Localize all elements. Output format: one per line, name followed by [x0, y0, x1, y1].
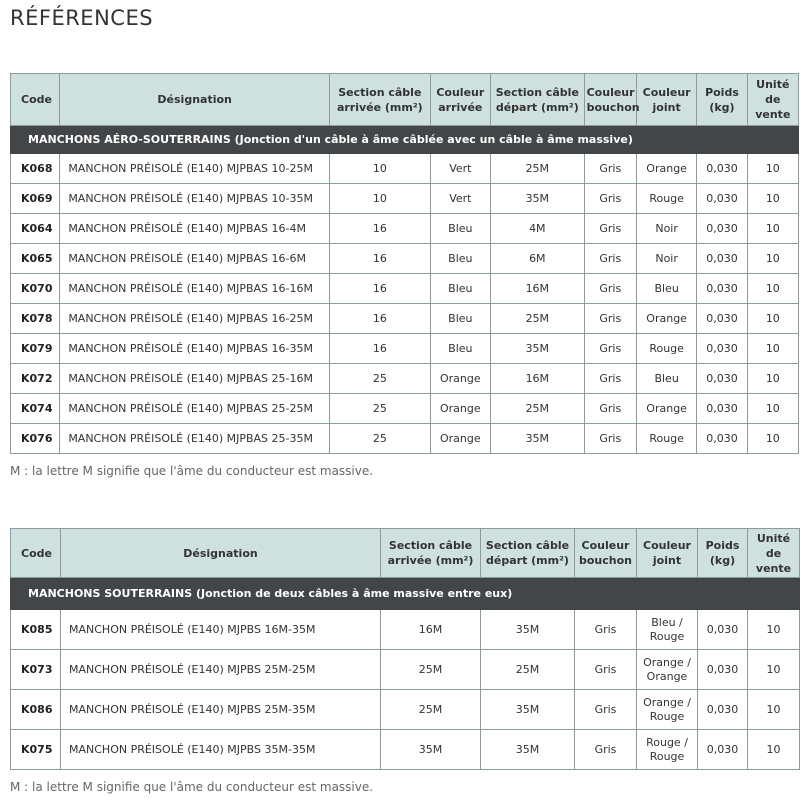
table-cell: 25M: [491, 394, 585, 424]
table-cell: 10: [748, 730, 800, 770]
table-row: [11, 364, 799, 394]
table-cell: 10: [747, 154, 798, 184]
table-note: M : la lettre M signifie que l'âme du conducteur est massive.: [10, 780, 374, 794]
section-title: MANCHONS SOUTERRAINS (Jonction de deux câbles à âme massive entre eux): [11, 578, 800, 610]
table-row: [11, 244, 799, 274]
table-cell: Orange: [636, 154, 696, 184]
table-cell: Bleu: [430, 334, 490, 364]
product-designation: MANCHON PRÉISOLÉ (E140) MJPBS 25M-35M: [61, 690, 381, 730]
header-cell: Code: [11, 74, 60, 126]
table-cell: Orange: [636, 394, 696, 424]
references-table-souterrains: [10, 528, 800, 770]
table-row: [11, 274, 799, 304]
table-cell: 0,030: [697, 424, 747, 454]
table-header-row: [11, 529, 800, 578]
table-cell: 0,030: [698, 610, 748, 650]
table-cell: 16M: [491, 274, 585, 304]
table-cell: 0,030: [697, 154, 747, 184]
table-cell: Vert: [430, 184, 490, 214]
table-row: [11, 184, 799, 214]
table-cell: 0,030: [697, 274, 747, 304]
table-cell: Orange: [430, 394, 490, 424]
header-cell: Désignation: [61, 529, 381, 578]
header-cell: Couleur bouchon: [575, 529, 637, 578]
table-cell: 16: [330, 214, 431, 244]
product-code: K086: [11, 690, 61, 730]
product-designation: MANCHON PRÉISOLÉ (E140) MJPBS 16M-35M: [61, 610, 381, 650]
table-cell: 35M: [481, 610, 575, 650]
table-cell: Bleu: [430, 304, 490, 334]
table-cell: 0,030: [697, 214, 747, 244]
product-code: K085: [11, 610, 61, 650]
table-header-row: [11, 74, 799, 126]
table-cell: 10: [748, 690, 800, 730]
table-cell: 25M: [381, 690, 481, 730]
table-row: [11, 424, 799, 454]
product-designation: MANCHON PRÉISOLÉ (E140) MJPBAS 25-25M: [60, 394, 330, 424]
table-cell: Rouge / Rouge: [637, 730, 698, 770]
table-cell: 10: [747, 394, 798, 424]
table-cell: Gris: [584, 394, 636, 424]
table-note: M : la lettre M signifie que l'âme du conducteur est massive.: [10, 464, 374, 478]
table-cell: 10: [747, 364, 798, 394]
table-cell: 35M: [491, 334, 585, 364]
product-code: K065: [11, 244, 60, 274]
table-cell: Bleu / Rouge: [637, 610, 698, 650]
table-cell: 16: [330, 334, 431, 364]
page-title: RÉFÉRENCES: [10, 6, 154, 30]
table-cell: 10: [330, 154, 431, 184]
table-cell: 35M: [381, 730, 481, 770]
product-code: K070: [11, 274, 60, 304]
table-cell: 35M: [491, 184, 585, 214]
table-cell: 10: [330, 184, 431, 214]
product-designation: MANCHON PRÉISOLÉ (E140) MJPBAS 25-35M: [60, 424, 330, 454]
product-designation: MANCHON PRÉISOLÉ (E140) MJPBAS 16-16M: [60, 274, 330, 304]
table-cell: 25M: [491, 304, 585, 334]
section-row: [11, 578, 800, 610]
header-cell: Désignation: [60, 74, 330, 126]
table-cell: 25: [330, 424, 431, 454]
table-row: [11, 334, 799, 364]
table-cell: 0,030: [697, 184, 747, 214]
table-row: [11, 304, 799, 334]
table-cell: 25M: [381, 650, 481, 690]
table-cell: 16M: [381, 610, 481, 650]
table-cell: Gris: [584, 184, 636, 214]
header-cell: Poids (kg): [698, 529, 748, 578]
table-cell: Gris: [584, 274, 636, 304]
table-cell: 10: [748, 650, 800, 690]
table-cell: Noir: [636, 214, 696, 244]
header-cell: Section câble arrivée (mm²): [330, 74, 431, 126]
table-cell: 16: [330, 304, 431, 334]
table-cell: Gris: [584, 244, 636, 274]
section-row: [11, 126, 799, 154]
table-cell: 0,030: [697, 334, 747, 364]
table-row: [11, 690, 800, 730]
table-cell: Bleu: [430, 214, 490, 244]
section-title: MANCHONS AÉRO-SOUTERRAINS (Jonction d'un câble à âme câblée avec un câble à âme massive): [11, 126, 799, 154]
table-cell: Gris: [584, 424, 636, 454]
header-cell: Couleur joint: [637, 529, 698, 578]
header-cell: Section câble départ (mm²): [481, 529, 575, 578]
product-designation: MANCHON PRÉISOLÉ (E140) MJPBAS 25-16M: [60, 364, 330, 394]
table-cell: 35M: [481, 690, 575, 730]
header-cell: Unité de vente: [748, 529, 800, 578]
table-cell: Orange: [636, 304, 696, 334]
table-cell: Orange: [430, 424, 490, 454]
header-cell: Code: [11, 529, 61, 578]
table-cell: Bleu: [430, 244, 490, 274]
product-designation: MANCHON PRÉISOLÉ (E140) MJPBAS 16-4M: [60, 214, 330, 244]
product-code: K076: [11, 424, 60, 454]
header-cell: Couleur arrivée: [430, 74, 490, 126]
product-designation: MANCHON PRÉISOLÉ (E140) MJPBAS 10-35M: [60, 184, 330, 214]
table-cell: Gris: [575, 610, 637, 650]
table-cell: Bleu: [636, 274, 696, 304]
product-designation: MANCHON PRÉISOLÉ (E140) MJPBAS 10-25M: [60, 154, 330, 184]
table-cell: 10: [747, 214, 798, 244]
product-designation: MANCHON PRÉISOLÉ (E140) MJPBAS 16-35M: [60, 334, 330, 364]
table-row: [11, 610, 800, 650]
table-cell: Noir: [636, 244, 696, 274]
table-cell: 0,030: [697, 394, 747, 424]
product-code: K079: [11, 334, 60, 364]
table-cell: 16: [330, 244, 431, 274]
product-designation: MANCHON PRÉISOLÉ (E140) MJPBAS 16-25M: [60, 304, 330, 334]
product-code: K069: [11, 184, 60, 214]
table-cell: Rouge: [636, 184, 696, 214]
header-cell: Poids (kg): [697, 74, 747, 126]
product-code: K073: [11, 650, 61, 690]
table-cell: 0,030: [698, 730, 748, 770]
table-cell: 10: [748, 610, 800, 650]
table-cell: Orange / Rouge: [637, 690, 698, 730]
table-cell: Gris: [575, 690, 637, 730]
product-code: K078: [11, 304, 60, 334]
table-cell: 0,030: [697, 244, 747, 274]
table-cell: 10: [747, 184, 798, 214]
table-cell: Orange / Orange: [637, 650, 698, 690]
table-row: [11, 650, 800, 690]
table-row: [11, 214, 799, 244]
table-cell: 0,030: [698, 650, 748, 690]
table-cell: 25M: [491, 154, 585, 184]
table-cell: Orange: [430, 364, 490, 394]
header-cell: Section câble départ (mm²): [491, 74, 585, 126]
table-cell: 16M: [491, 364, 585, 394]
product-designation: MANCHON PRÉISOLÉ (E140) MJPBS 35M-35M: [61, 730, 381, 770]
table-cell: Rouge: [636, 334, 696, 364]
table-cell: Gris: [575, 730, 637, 770]
table-cell: 10: [747, 304, 798, 334]
table-cell: 10: [747, 424, 798, 454]
product-code: K072: [11, 364, 60, 394]
table-cell: 10: [747, 274, 798, 304]
table-cell: 25: [330, 394, 431, 424]
product-code: K068: [11, 154, 60, 184]
header-cell: Section câble arrivée (mm²): [381, 529, 481, 578]
table-cell: 25: [330, 364, 431, 394]
table-row: [11, 730, 800, 770]
product-code: K074: [11, 394, 60, 424]
product-designation: MANCHON PRÉISOLÉ (E140) MJPBAS 16-6M: [60, 244, 330, 274]
header-cell: Couleur joint: [636, 74, 696, 126]
table-cell: Bleu: [430, 274, 490, 304]
product-code: K075: [11, 730, 61, 770]
references-table-aero-souterrains: [10, 73, 799, 454]
product-designation: MANCHON PRÉISOLÉ (E140) MJPBS 25M-25M: [61, 650, 381, 690]
table-cell: Gris: [584, 334, 636, 364]
product-code: K064: [11, 214, 60, 244]
table-cell: 10: [747, 244, 798, 274]
header-cell: Couleur bouchon: [584, 74, 636, 126]
table-cell: Gris: [584, 214, 636, 244]
table-cell: 10: [747, 334, 798, 364]
table-cell: Gris: [584, 304, 636, 334]
table-cell: 0,030: [698, 690, 748, 730]
table-cell: Rouge: [636, 424, 696, 454]
table-cell: 35M: [491, 424, 585, 454]
table-cell: Gris: [575, 650, 637, 690]
table-cell: Vert: [430, 154, 490, 184]
table-cell: 0,030: [697, 304, 747, 334]
table-cell: 25M: [481, 650, 575, 690]
table-cell: Gris: [584, 364, 636, 394]
table-cell: 0,030: [697, 364, 747, 394]
table-cell: 6M: [491, 244, 585, 274]
header-cell: Unité de vente: [747, 74, 798, 126]
table-cell: Gris: [584, 154, 636, 184]
table-row: [11, 154, 799, 184]
table-cell: 4M: [491, 214, 585, 244]
table-cell: 35M: [481, 730, 575, 770]
table-row: [11, 394, 799, 424]
table-cell: 16: [330, 274, 431, 304]
table-cell: Bleu: [636, 364, 696, 394]
